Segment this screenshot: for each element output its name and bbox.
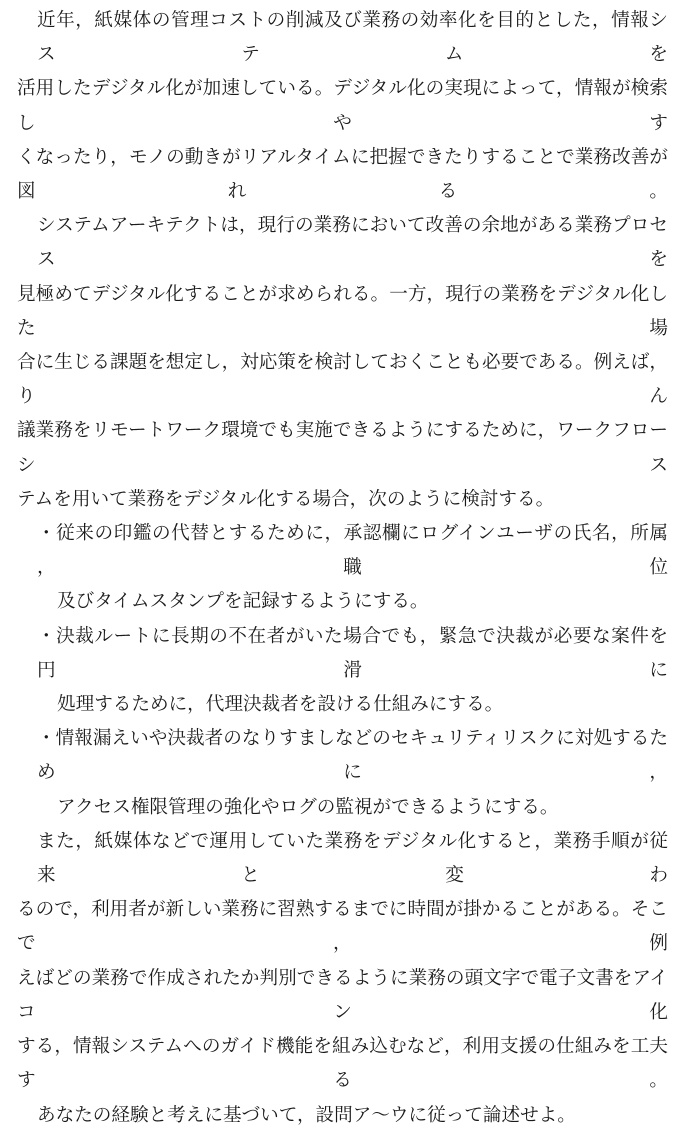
paragraph-architect xyxy=(17,209,668,517)
bullet-item xyxy=(17,517,668,620)
text-line: テムを用いて業務をデジタル化する場合，次のように検討する。 xyxy=(17,488,555,510)
text-line: 活用したデジタル化が加速している。デジタル化の実現によって，情報が検索しやす xyxy=(17,78,668,134)
text-line: 処理するために，代理決裁者を設ける仕組みにする。 xyxy=(57,694,504,716)
essay-question-text xyxy=(17,4,668,1133)
text-line: ・情報漏えいや決裁者のなりすましなどのセキュリティリスクに対処するために， xyxy=(37,728,668,784)
text-line: ・決裁ルートに長期の不在者がいた場合でも，緊急で決裁が必要な案件を円滑に xyxy=(37,625,668,681)
bullet-list xyxy=(17,517,668,825)
bullet-item xyxy=(17,620,668,723)
text-line: 議業務をリモートワーク環境でも実施できるようにするために，ワークフローシス xyxy=(17,420,668,476)
paragraph-instruction xyxy=(17,1099,668,1133)
text-line: システムアーキテクトは，現行の業務において改善の余地がある業務プロセスを xyxy=(37,215,668,271)
text-line: また，紙媒体などで運用していた業務をデジタル化すると，業務手順が従来と変わ xyxy=(37,830,668,887)
paragraph-intro xyxy=(17,4,668,209)
text-line: する，情報システムへのガイド機能を組み込むなど，利用支援の仕組みを工夫する。 xyxy=(17,1036,668,1092)
bullet-item xyxy=(17,722,668,825)
text-line: えばどの業務で作成されたか判別できるように業務の頭文字で電子文書をアイコン化 xyxy=(17,967,668,1023)
paragraph-user-support xyxy=(17,825,668,1099)
text-line: るので，利用者が新しい業務に習熟するまでに時間が掛かることがある。そこで，例 xyxy=(17,899,668,955)
text-line: 及びタイムスタンプを記録するようにする。 xyxy=(57,591,429,613)
text-line: 合に生じる課題を想定し，対応策を検討しておくことも必要である。例えば，りん xyxy=(17,352,668,408)
text-line: ・従来の印鑑の代替とするために，承認欄にログインユーザの氏名，所属，職位 xyxy=(37,523,668,579)
text-line: くなったり，モノの動きがリアルタイムに把握できたりすることで業務改善が図れる。 xyxy=(17,146,668,203)
text-line: 見極めてデジタル化することが求められる。一方，現行の業務をデジタル化した場 xyxy=(17,283,668,339)
text-line: 近年，紙媒体の管理コストの削減及び業務の効率化を目的とした，情報システムを xyxy=(37,10,668,66)
text-line: アクセス権限管理の強化やログの監視ができるようにする。 xyxy=(57,796,559,818)
text-line: あなたの経験と考えに基づいて，設問ア～ウに従って論述せよ。 xyxy=(37,1104,576,1126)
